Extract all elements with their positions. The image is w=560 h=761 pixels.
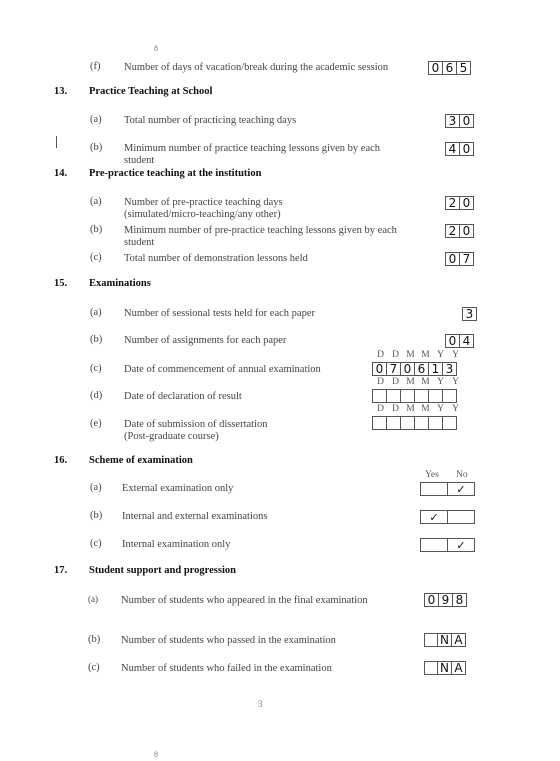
digit-box bbox=[442, 389, 457, 403]
digit-box: 5 bbox=[456, 61, 471, 75]
digit-box bbox=[386, 389, 401, 403]
digit-box bbox=[400, 389, 415, 403]
section-17-number: 17. bbox=[54, 565, 68, 576]
no-checkbox: ✓ bbox=[447, 538, 475, 552]
digit-box: 0 bbox=[372, 362, 387, 376]
no-checkbox: ✓ bbox=[447, 482, 475, 496]
item-14a-text-2: (simulated/micro-teaching/any other) bbox=[124, 209, 281, 220]
digit-box: 3 bbox=[442, 362, 457, 376]
digit-box bbox=[400, 416, 415, 430]
bottom-mark: 8 bbox=[154, 750, 158, 759]
item-15e-text-1: Date of submission of dissertation bbox=[124, 419, 268, 430]
digit-box: 0 bbox=[459, 196, 474, 210]
section-14-number: 14. bbox=[54, 168, 68, 179]
digit-box: 3 bbox=[462, 307, 477, 321]
item-15b-sub: (b) bbox=[90, 334, 103, 345]
section-16-number: 16. bbox=[54, 455, 68, 466]
item-16b-sub: (b) bbox=[90, 510, 103, 521]
digit-box bbox=[414, 389, 429, 403]
item-13b-value bbox=[446, 142, 474, 156]
section-15-number: 15. bbox=[54, 278, 68, 289]
date-header: D D M M Y Y bbox=[377, 404, 459, 414]
item-16b-text: Internal and external examinations bbox=[122, 511, 268, 522]
item-17c-sub: (c) bbox=[88, 662, 100, 673]
digit-box bbox=[428, 416, 443, 430]
item-16a-text: External examination only bbox=[122, 483, 234, 494]
digit-box: 0 bbox=[459, 224, 474, 238]
item-15a-sub: (a) bbox=[90, 307, 102, 318]
section-13-title: Practice Teaching at School bbox=[89, 86, 213, 97]
digit-box bbox=[428, 389, 443, 403]
item-14b-text-1: Minimum number of pre-practice teaching lessons given by each bbox=[124, 225, 397, 236]
digit-box: 9 bbox=[438, 593, 453, 607]
digit-box: 0 bbox=[445, 252, 460, 266]
item-17c-text: Number of students who failed in the examination bbox=[121, 663, 332, 674]
digit-box: 7 bbox=[386, 362, 401, 376]
no-label: No bbox=[456, 470, 468, 480]
digit-box bbox=[442, 416, 457, 430]
item-13a-text: Total number of practicing teaching days bbox=[124, 115, 297, 126]
digit-box bbox=[424, 661, 438, 675]
digit-box bbox=[386, 416, 401, 430]
item-15a-text: Number of sessional tests held for each paper bbox=[124, 308, 315, 319]
item-12f-value bbox=[429, 61, 471, 75]
digit-box: 6 bbox=[414, 362, 429, 376]
section-14-title: Pre-practice teaching at the institution bbox=[89, 168, 262, 179]
digit-box: 8 bbox=[452, 593, 467, 607]
digit-box: 0 bbox=[428, 61, 443, 75]
item-14c-text: Total number of demonstration lessons held bbox=[124, 253, 308, 264]
digit-box: 0 bbox=[445, 334, 460, 348]
item-13b-text-2: student bbox=[124, 155, 155, 166]
item-13a-value bbox=[446, 114, 474, 128]
digit-box: 2 bbox=[445, 196, 460, 210]
no-checkbox bbox=[447, 510, 475, 524]
item-15c-sub: (c) bbox=[90, 363, 102, 374]
digit-box: A bbox=[451, 633, 466, 647]
digit-box: 0 bbox=[400, 362, 415, 376]
digit-box bbox=[414, 416, 429, 430]
item-15b-text: Number of assignments for each paper bbox=[124, 335, 287, 346]
digit-box bbox=[372, 416, 387, 430]
item-14a-sub: (a) bbox=[90, 196, 102, 207]
yes-checkbox bbox=[420, 482, 448, 496]
item-17b-sub: (b) bbox=[88, 634, 101, 645]
section-15-title: Examinations bbox=[89, 278, 151, 289]
digit-box: 0 bbox=[459, 114, 474, 128]
digit-box: N bbox=[437, 661, 452, 675]
section-13-number: 13. bbox=[54, 86, 68, 97]
item-14b-value bbox=[446, 224, 474, 238]
section-17-title: Student support and progression bbox=[89, 565, 236, 576]
digit-box: 0 bbox=[459, 142, 474, 156]
margin-mark bbox=[56, 136, 57, 148]
item-14b-text-2: student bbox=[124, 237, 155, 248]
section-16-title: Scheme of examination bbox=[89, 455, 193, 466]
item-13b-text-1: Minimum number of practice teaching lessons given by each bbox=[124, 143, 381, 154]
digit-box bbox=[424, 633, 438, 647]
item-15d-text: Date of declaration of result bbox=[124, 391, 242, 402]
item-13a-sub: (a) bbox=[90, 114, 102, 125]
digit-box: 2 bbox=[445, 224, 460, 238]
digit-box: 6 bbox=[442, 61, 457, 75]
item-15a-value bbox=[463, 307, 477, 321]
digit-box: A bbox=[451, 661, 466, 675]
item-14a-value bbox=[446, 196, 474, 210]
yes-checkbox: ✓ bbox=[420, 510, 448, 524]
item-15d-sub: (d) bbox=[90, 390, 103, 401]
item-17a-sub: (a) bbox=[88, 594, 98, 604]
item-17b-value bbox=[425, 633, 466, 647]
item-14a-text-1: Number of pre-practice teaching days bbox=[124, 197, 283, 208]
item-14b-sub: (b) bbox=[90, 224, 103, 235]
item-14c-sub: (c) bbox=[90, 252, 102, 263]
item-16c-text: Internal examination only bbox=[122, 539, 231, 550]
item-16a-choice bbox=[421, 482, 475, 496]
item-15e-sub: (e) bbox=[90, 418, 102, 429]
digit-box: 0 bbox=[424, 593, 439, 607]
item-15e-text-2: (Post-graduate course) bbox=[124, 431, 219, 442]
item-17a-text: Number of students who appeared in the final examination bbox=[121, 595, 368, 606]
item-16a-sub: (a) bbox=[90, 482, 102, 493]
item-17c-value bbox=[425, 661, 466, 675]
item-15d-value bbox=[373, 389, 457, 403]
digit-box: N bbox=[437, 633, 452, 647]
digit-box: 3 bbox=[445, 114, 460, 128]
item-13b-sub: (b) bbox=[90, 142, 103, 153]
digit-box: 1 bbox=[428, 362, 443, 376]
date-header: D D M M Y Y bbox=[377, 350, 459, 360]
item-12f-text: Number of days of vacation/break during the academic session bbox=[124, 62, 389, 73]
item-15c-text: Date of commencement of annual examination bbox=[124, 364, 321, 375]
item-17a-value bbox=[425, 593, 467, 607]
item-14c-value bbox=[446, 252, 474, 266]
digit-box bbox=[372, 389, 387, 403]
digit-box: 4 bbox=[445, 142, 460, 156]
item-15b-value bbox=[446, 334, 474, 348]
digit-box: 7 bbox=[459, 252, 474, 266]
date-header: D D M M Y Y bbox=[377, 377, 459, 387]
page-number: 3 bbox=[258, 699, 263, 709]
yes-label: Yes bbox=[425, 470, 439, 480]
item-17b-text: Number of students who passed in the examination bbox=[121, 635, 336, 646]
top-mark: 8 bbox=[154, 44, 158, 53]
item-12f-sub: (f) bbox=[90, 61, 101, 72]
item-15c-value bbox=[373, 362, 457, 376]
item-16c-sub: (c) bbox=[90, 538, 102, 549]
item-15e-value bbox=[373, 416, 457, 430]
item-16b-choice bbox=[421, 510, 475, 524]
yes-checkbox bbox=[420, 538, 448, 552]
item-16c-choice bbox=[421, 538, 475, 552]
digit-box: 4 bbox=[459, 334, 474, 348]
